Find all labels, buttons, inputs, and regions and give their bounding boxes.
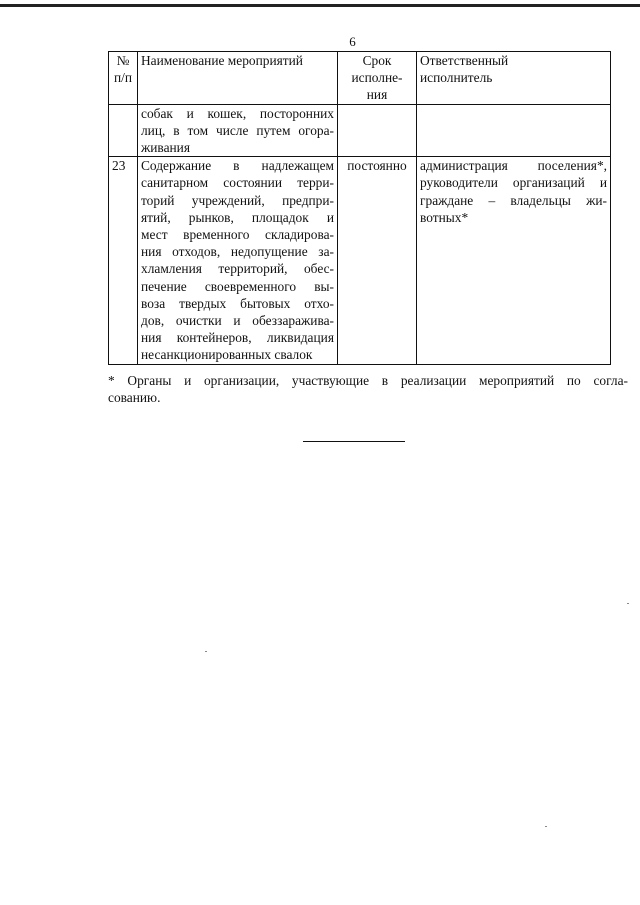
- responsible-cell: администрация поселения*, руководители организаций и граждане – владельцы жи- вотных*: [417, 157, 611, 364]
- scan-speck: [205, 651, 207, 652]
- deadline-cell: постоянно: [338, 157, 417, 364]
- measures-table: [108, 51, 611, 365]
- table-row: [109, 157, 611, 364]
- row-number-cell: [109, 104, 138, 157]
- row-number-cell: 23: [109, 157, 138, 364]
- scan-speck: [627, 603, 629, 604]
- table-header-row: [109, 52, 611, 105]
- responsible-cell: [417, 104, 611, 157]
- deadline-cell: [338, 104, 417, 157]
- footnote: * Органы и организации, участвующие в реализации мероприятий по согла- сованию.: [108, 373, 628, 406]
- end-of-document-line: [303, 441, 405, 442]
- measure-name-cell: Содержание в надлежащем санитарном состоянии терри- торий учреждений, предпри- ятий, рынков, площадок и мест временного складирова- ния отходов, недопущение за- хламления территорий, обес- печение своевременного вы- воза твердых бытовых отхо- дов, очистки и обеззаражива- ния контейнеров, ликвидация несанкционированных свалок: [138, 157, 338, 364]
- header-measure-name: Наименование мероприятий: [138, 52, 338, 105]
- header-number: № п/п: [109, 52, 138, 105]
- table-row: [109, 104, 611, 157]
- top-border-line: [0, 4, 640, 7]
- scan-speck: [545, 826, 547, 827]
- header-deadline: Срок исполне- ния: [338, 52, 417, 105]
- page-number: 6: [349, 34, 356, 49]
- header-responsible: Ответственный исполнитель: [417, 52, 611, 105]
- measure-name-cell: собак и кошек, посторонних лиц, в том числе путем огора- живания: [138, 104, 338, 157]
